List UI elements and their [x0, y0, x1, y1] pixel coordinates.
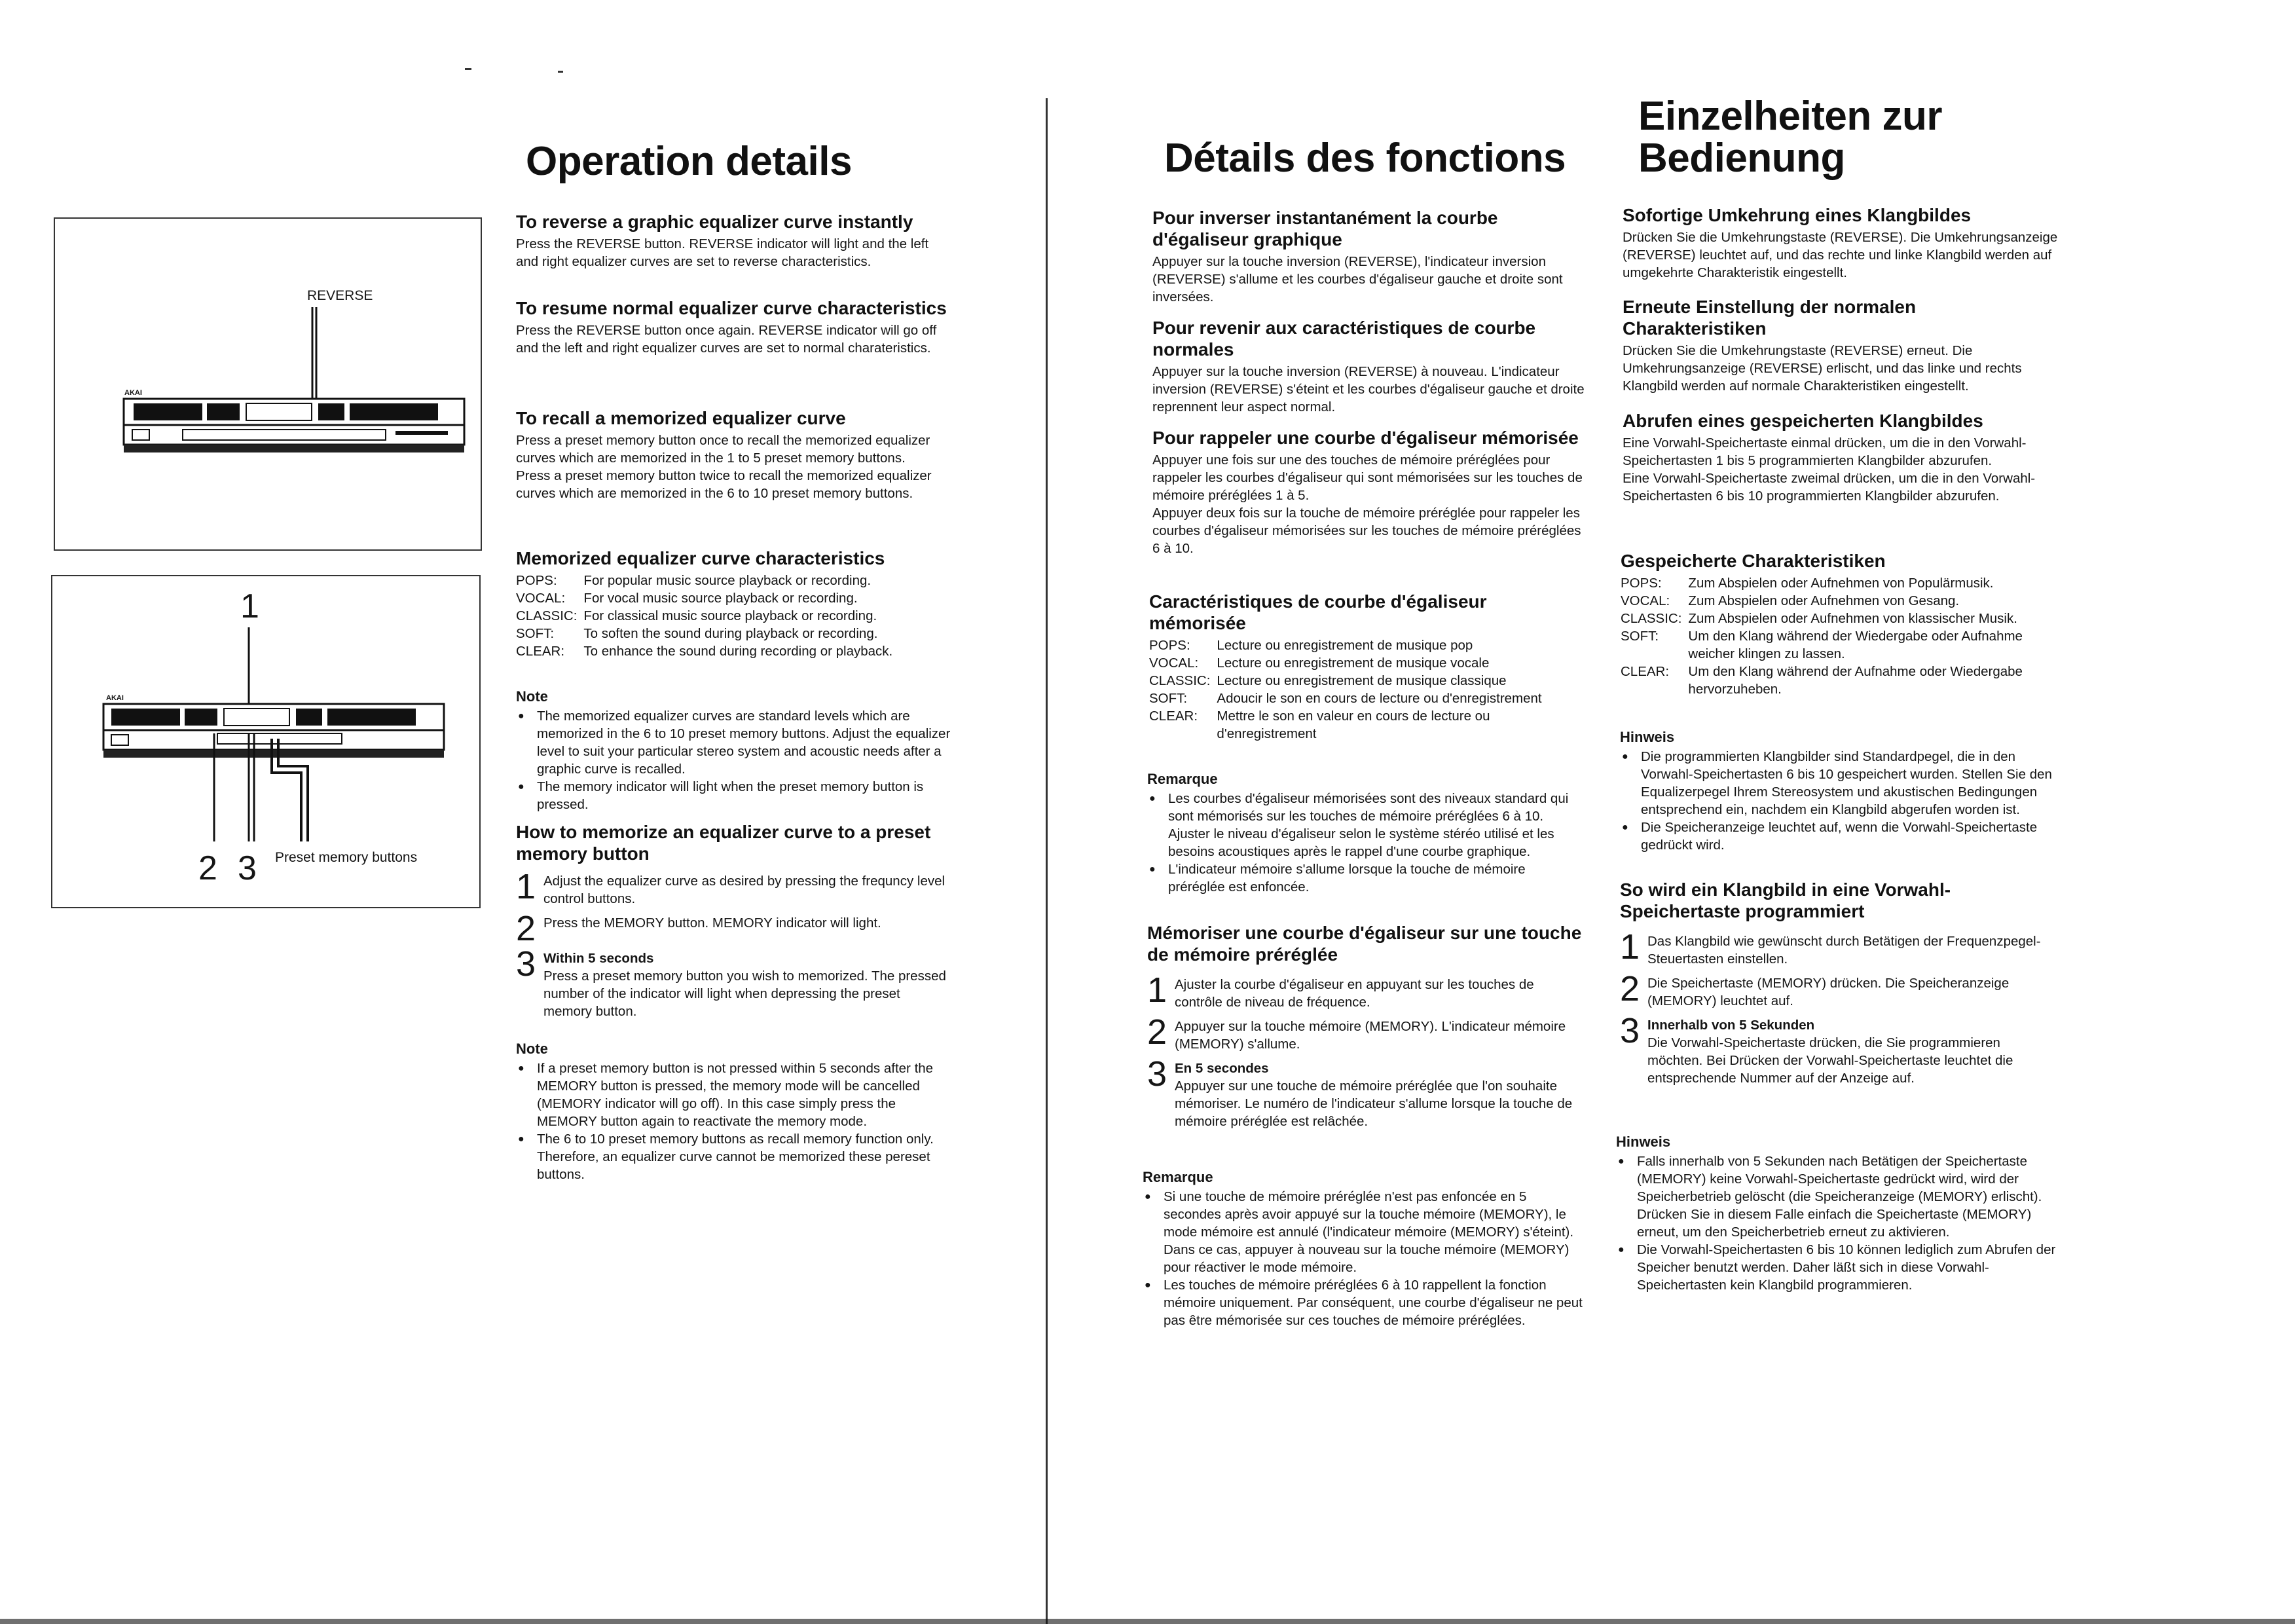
characteristics-table: [1621, 574, 2058, 698]
section-heading: Mémoriser une courbe d'égaliseur sur une touche de mémoire préréglée: [1147, 923, 1582, 965]
note-1: [1620, 728, 2059, 854]
brand-label: AKAI: [106, 694, 124, 702]
section-recall: [1623, 410, 2058, 505]
note-2: [1143, 1168, 1585, 1329]
table-row: POPS: For popular music source playback or recording.: [516, 573, 872, 588]
list-item: ● Die Speicheranzeige leuchtet auf, wenn die Vorwahl-Speichertaste gedrückt wird.: [1620, 819, 2059, 854]
section-heading: Erneute Einstellung der normalen Charakteristiken: [1623, 297, 1917, 339]
callout-number-3: 3: [238, 849, 257, 887]
table-row: CLEAR: Um den Klang während der Aufnahme oder Wiedergabe hervorzuheben.: [1621, 664, 2023, 697]
section-body: Eine Vorwahl-Speichertaste zweimal drücken, um die in den Vorwahl-Speichertasten 6 bis 10 programmierten Klangbilder abzurufen.: [1623, 471, 2036, 504]
callout-number-1: 1: [240, 587, 259, 625]
table-row: CLASSIC: Zum Abspielen oder Aufnehmen von klassischer Musik.: [1621, 611, 2017, 626]
table-row: CLEAR: To enhance the sound during recording or playback.: [516, 644, 893, 659]
table-row: CLASSIC: For classical music source playback or recording.: [516, 608, 877, 623]
section-memorize: [516, 821, 951, 1027]
section-heading: Caractéristiques de courbe d'égaliseur mémorisée: [1149, 591, 1487, 633]
section-body: Drücken Sie die Umkehrungstaste (REVERSE) erneut. Die Umkehrungsanzeige (REVERSE) erlischt, und das linke und rechts Klangbild werden auf normale Charakteristiken eingestellt.: [1623, 343, 2022, 394]
note-heading: Remarque: [1143, 1169, 1213, 1185]
section-memorize: [1620, 879, 2059, 1094]
note-heading: Hinweis: [1616, 1134, 1671, 1150]
table-row: VOCAL: For vocal music source playback or recording.: [516, 591, 858, 606]
table-row: CLASSIC: Lecture ou enregistrement de musique classique: [1149, 673, 1507, 688]
section-heading: Memorized equalizer curve characteristics: [516, 548, 885, 568]
table-row: SOFT: Adoucir le son en cours de lecture ou d'enregistrement: [1149, 691, 1542, 706]
scan-mark: [465, 68, 471, 70]
section-body: Appuyer sur la touche inversion (REVERSE) à nouveau. L'indicateur inversion (REVERSE) s'éteint et les courbes d'égaliseur gauche et droite reprennent leur aspect normal.: [1152, 364, 1585, 415]
section-heading: To recall a memorized equalizer curve: [516, 408, 846, 428]
section-resume: [1152, 317, 1585, 416]
note-2: [516, 1040, 951, 1183]
preset-memory-label: Preset memory buttons: [275, 850, 418, 865]
table-row: POPS: Zum Abspielen oder Aufnehmen von Populärmusik.: [1621, 576, 1994, 591]
characteristics-table: [516, 572, 892, 660]
step-item: 2 Appuyer sur la touche mémoire (MEMORY). L'indicateur mémoire (MEMORY) s'allume.: [1147, 1012, 1566, 1052]
section-body: Press the REVERSE button once again. REVERSE indicator will go off and the left and right equalizer curves are set to normal charateristics.: [516, 323, 937, 356]
section-body: Press a preset memory button once to recall the memorized equalizer curves which are memorized in the 1 to 5 preset memory buttons.: [516, 433, 930, 466]
section-body: Appuyer une fois sur une des touches de mémoire préréglées pour rappeler les courbes d'égaliseur qui sont mémorisées sur les touches de mémoire préréglées 1 à 5.: [1152, 452, 1583, 503]
table-row: POPS: Lecture ou enregistrement de musique pop: [1149, 638, 1473, 653]
section-recall: [516, 407, 951, 502]
step-item: 2 Press the MEMORY button. MEMORY indicator will light.: [516, 909, 881, 948]
section-heading: Gespeicherte Charakteristiken: [1621, 551, 1886, 571]
note-heading: Hinweis: [1620, 729, 1675, 745]
section-heading: Sofortige Umkehrung eines Klangbildes: [1623, 205, 1972, 225]
figure-reverse: [54, 217, 482, 551]
step-item: 1 Das Klangbild wie gewünscht durch Betätigen der Frequenzpegel-Steuertasten einstellen.: [1620, 927, 2041, 967]
section-characteristics: [516, 547, 951, 660]
section-body: Press a preset memory button twice to recall the memorized equalizer curves which are memorized in the 6 to 10 preset memory buttons.: [516, 468, 932, 501]
list-item: ● Si une touche de mémoire préréglée n'est pas enfoncée en 5 secondes après avoir appuyé sur la touche mémoire (MEMORY), le mode mémoire est annulé (l'indicateur mémoire (MEMORY) s'éteint). Dans ce cas, appuyer à nouveau sur la touche mémoire (MEMORY) pour réactiver le mode mémoire.: [1143, 1188, 1585, 1276]
note-heading: Remarque: [1147, 771, 1218, 787]
section-heading: So wird ein Klangbild in eine Vorwahl-Speichertaste programmiert: [1620, 879, 1951, 921]
section-memorize: [1147, 922, 1585, 1137]
section-heading: Pour inverser instantanément la courbe d'égaliseur graphique: [1152, 208, 1498, 249]
table-row: VOCAL: Lecture ou enregistrement de musique vocale: [1149, 655, 1490, 671]
section-reverse: [1152, 207, 1585, 306]
section-body: Drücken Sie die Umkehrungstaste (REVERSE). Die Umkehrungsanzeige (REVERSE) leuchtet auf, und das rechte und linke Klangbild werden auf umgekehrte Charakteristik eingestellt.: [1623, 230, 2058, 280]
section-body: Appuyer deux fois sur la touche de mémoire préréglée pour rappeler les courbes d'égaliseur mémorisées sur les touches de mémoire préréglées 6 à 10.: [1152, 506, 1581, 556]
section-heading: Pour rappeler une courbe d'égaliseur mémorisée: [1152, 428, 1579, 448]
section-body: Appuyer sur la touche inversion (REVERSE), l'indicateur inversion (REVERSE) s'allume et les courbes d'égaliseur gauche et droite sont inversées.: [1152, 254, 1563, 304]
scan-edge: [0, 1619, 2295, 1624]
table-row: SOFT: To soften the sound during playback or recording.: [516, 626, 878, 641]
scan-mark: [558, 71, 563, 73]
list-item: ● The memorized equalizer curves are standard levels which are memorized in the 6 to 10 preset memory buttons. Adjust the equalizer level to suit your particular stereo system and acoustic needs after a graphic curve is recalled.: [516, 707, 951, 778]
reverse-label: REVERSE: [307, 288, 373, 303]
page-divider: [1046, 98, 1048, 1624]
section-heading: To resume normal equalizer curve characteristics: [516, 298, 947, 318]
section-body: Eine Vorwahl-Speichertaste einmal drücken, um die in den Vorwahl-Speichertasten 1 bis 5 programmierten Klangbilder abzurufen.: [1623, 435, 2027, 468]
section-resume: [1623, 296, 2058, 395]
step-item: 1 Ajuster la courbe d'égaliseur en appuyant sur les touches de contrôle de niveau de fréquence.: [1147, 970, 1534, 1010]
section-heading: Abrufen eines gespeicherten Klangbildes: [1623, 411, 1983, 431]
list-item: ● Die programmierten Klangbilder sind Standardpegel, die in den Vorwahl-Speichertasten 6 bis 10 gespeichert wurden. Stellen Sie den Equalizerpegel Ihrem Stereosystem und akustischen Bedingungen entsprechend ein, nachdem ein Klangbild abgerufen worden ist.: [1620, 748, 2059, 819]
callout-number-2: 2: [198, 849, 217, 887]
note-heading: Note: [516, 1041, 548, 1057]
step-item: 3 Within 5 seconds Press a preset memory button you wish to memorized. The pressed number of the indicator will light when depressing the preset memory button.: [516, 944, 946, 1019]
section-recall: [1152, 427, 1585, 557]
section-reverse: [516, 211, 951, 270]
section-heading: To reverse a graphic equalizer curve instantly: [516, 212, 913, 232]
list-item: ● Les touches de mémoire préréglées 6 à 10 rappellent la fonction mémoire uniquement. Par conséquent, une courbe d'égaliseur ne peut pas être mémorisée sur ces touches de mémoire préréglées.: [1143, 1276, 1585, 1329]
list-item: ● If a preset memory button is not pressed within 5 seconds after the MEMORY button is pressed, the memory mode will be cancelled (MEMORY indicator will go off). In this case simply press the MEMORY button again to reactivate the memory mode.: [516, 1060, 951, 1130]
step-item: 2 Die Speichertaste (MEMORY) drücken. Die Speicheranzeige (MEMORY) leuchtet auf.: [1620, 969, 2010, 1008]
figure-preset-memory: [51, 575, 481, 908]
list-item: ● Falls innerhalb von 5 Sekunden nach Betätigen der Speichertaste (MEMORY) keine Vorwahl-Speichertaste gedrückt wird, wird der Speicherbetrieb gelöscht (die Speicheranzeige (MEMORY) erlischt). Drücken Sie in diesem Falle einfach die Speichertaste (MEMORY) erneut, um den Speicherbetrieb erneut zu aktivieren.: [1616, 1153, 2059, 1241]
table-row: CLEAR: Mettre le son en valeur en cours de lecture ou d'enregistrement: [1149, 709, 1490, 741]
section-heading: Pour revenir aux caractéristiques de courbe normales: [1152, 318, 1536, 360]
page-title: Détails des fonctions: [1164, 136, 1566, 181]
table-row: SOFT: Um den Klang während der Wiedergabe oder Aufnahme weicher klingen zu lassen.: [1621, 629, 2023, 661]
table-row: VOCAL: Zum Abspielen oder Aufnehmen von Gesang.: [1621, 593, 1960, 608]
list-item: ● The 6 to 10 preset memory buttons as recall memory function only. Therefore, an equalizer curve cannot be memorized these pereset buttons.: [516, 1130, 951, 1183]
step-item: 3 En 5 secondes Appuyer sur une touche de mémoire préréglée que l'on souhaite mémoriser. Le numéro de l'indicateur s'allume lorsque la touche de mémoire préréglée est relâchée.: [1147, 1054, 1573, 1129]
note-2: [1616, 1133, 2059, 1294]
section-characteristics: [1621, 550, 2058, 698]
note-1: [1147, 770, 1585, 896]
equalizer-device-illustration: [55, 219, 481, 549]
step-item: 3 Innerhalb von 5 Sekunden Die Vorwahl-Speichertaste drücken, die Sie programmieren möchten. Bei Drücken der Vorwahl-Speichertaste leuchtet die entsprechende Nummer auf der Anzeige auf.: [1620, 1011, 2013, 1086]
list-item: ● Les courbes d'égaliseur mémorisées sont des niveaux standard qui sont mémorisés sur les touches de mémoire préréglées 6 à 10. Ajuster le niveau d'égaliseur selon le système stéréo utilisé et les besoins acoustiques après le rappel d'une courbe graphique.: [1147, 790, 1585, 860]
page-title: Einzelheiten zur Bedienung: [1638, 94, 1942, 181]
section-body: Press the REVERSE button. REVERSE indicator will light and the left and right equalizer curves are set to reverse characteristics.: [516, 236, 929, 269]
section-reverse: [1623, 204, 2058, 282]
list-item: ● The memory indicator will light when the preset memory button is pressed.: [516, 778, 951, 813]
list-item: ● L'indicateur mémoire s'allume lorsque la touche de mémoire préréglée est enfoncée.: [1147, 860, 1585, 896]
section-resume: [516, 297, 951, 357]
note-heading: Note: [516, 688, 548, 705]
section-characteristics: [1149, 591, 1585, 743]
list-item: ● Die Vorwahl-Speichertasten 6 bis 10 können lediglich zum Abrufen der Speicher benutzt werden. Daher läßt sich in diese Vorwahl-Speichertasten kein Klangbild programmieren.: [1616, 1241, 2059, 1294]
brand-label: AKAI: [124, 389, 142, 397]
characteristics-table: [1149, 637, 1585, 743]
note-1: [516, 688, 951, 813]
section-heading: How to memorize an equalizer curve to a preset memory button: [516, 822, 931, 864]
step-item: 1 Adjust the equalizer curve as desired by pressing the frequncy level control buttons.: [516, 867, 946, 906]
page-title: Operation details: [526, 139, 852, 184]
